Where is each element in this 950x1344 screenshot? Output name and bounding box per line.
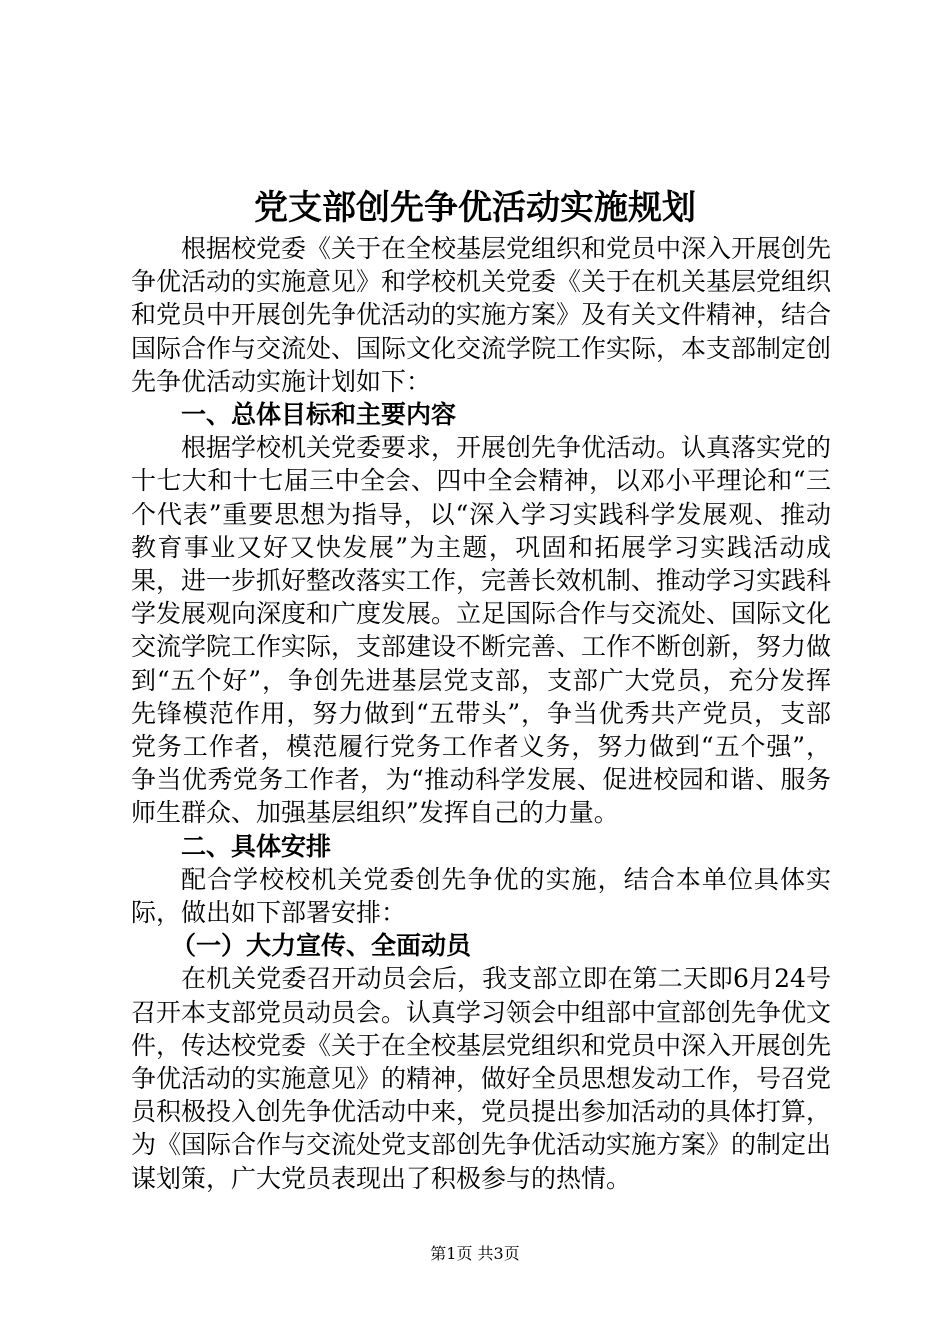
intro-paragraph: 根据校党委《关于在全校基层党组织和党员中深入开展创先争优活动的实施意见》和学校机关党委《关于在机关基层党组织和党员中开展创先争优活动的实施方案》及有关文件精神，结合国际合作与交流处、国际文化交流学院工作实际，本支部制定创先争优活动实施计划如下：	[131, 234, 832, 396]
page-footer: 第1页 共3页	[430, 1244, 520, 1263]
subsection-1-paragraph: 在机关党委召开动员会后，我支部立即在第二天即6月24号召开本支部党员动员会。认真学习领会中组部中宣部创先争优文件，传达校党委《关于在全校基层党组织和党员中深入开展创先争优活动的实施意见》的精神，做好全员思想发动工作，号召党员积极投入创先争优活动中来，党员提出参加活动的具体打算，为《国际合作与交流处党支部创先争优活动实施方案》的制定出谋划策，广大党员表现出了积极参与的热情。	[131, 964, 832, 1193]
subsection-1-heading: （一）大力宣传、全面动员	[171, 931, 472, 961]
section-2-heading: 二、具体安排	[181, 831, 332, 861]
document-title: 党支部创先争优活动实施规划	[254, 188, 696, 228]
section-1-heading: 一、总体目标和主要内容	[181, 400, 457, 430]
section-1-paragraph: 根据学校机关党委要求，开展创先争优活动。认真落实党的十七大和十七届三中全会、四中全会精神，以邓小平理论和“三个代表”重要思想为指导，以“深入学习实践科学发展观、推动教育事业又好又快发展”为主题，巩固和拓展学习实践活动成果，进一步抓好整改落实工作，完善长效机制、推动学习实践科学发展观向深度和广度发展。立足国际合作与交流处、国际文化交流学院工作实际，支部建设不断完善、工作不断创新，努力做到“五个好”，争创先进基层党支部，支部广大党员，充分发挥先锋模范作用，努力做到“五带头”，争当优秀共产党员，支部党务工作者，模范履行党务工作者义务，努力做到“五个强”，争当优秀党务工作者，为“推动科学发展、促进校园和谐、服务师生群众、加强基层组织”发挥自己的力量。	[131, 433, 832, 828]
document-body	[131, 232, 831, 1195]
section-2-paragraph: 配合学校校机关党委创先争优的实施，结合本单位具体实际，做出如下部署安排：	[131, 864, 831, 928]
